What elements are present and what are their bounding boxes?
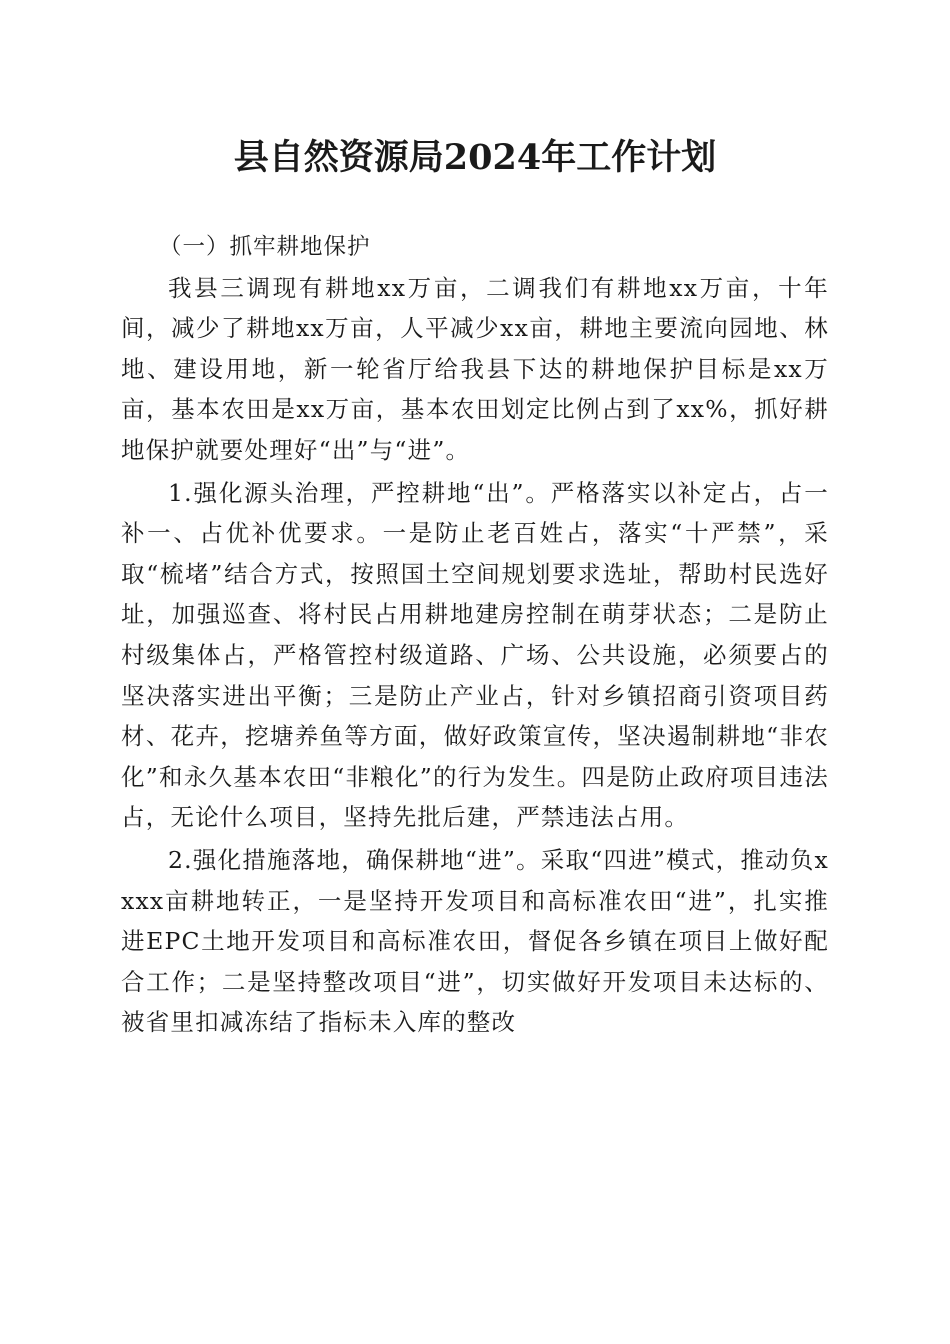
paragraph-control-outflow: 1.强化源头治理，严控耕地“出”。严格落实以补定占，占一补一、占优补优要求。一是防止老百姓占，落实“十严禁”，采取“梳堵”结合方式，按照国土空间规划要求选址，帮助村民选好址，加强巡查、将村民占用耕地建房控制在萌芽状态；二是防止村级集体占，严格管控村级道路、广场、公共设施，必须要占的坚决落实进出平衡；三是防止产业占，针对乡镇招商引资项目药材、花卉，挖塘养鱼等方面，做好政策宣传，坚决遏制耕地“非农化”和永久基本农田“非粮化”的行为发生。四是防止政府项目违法占，无论什么项目，坚持先批后建，严禁违法占用。 (121, 478, 829, 832)
paragraph-farmland-overview: 我县三调现有耕地xx万亩，二调我们有耕地xx万亩，十年间，减少了耕地xx万亩，人平减少xx亩，耕地主要流向园地、林地、建设用地，新一轮省厅给我县下达的耕地保护目标是xx万亩，基本农田是xx万亩，基本农田划定比例占到了xx%，抓好耕地保护就要处理好“出”与“进”。 (121, 273, 829, 464)
paragraph-ensure-inflow: 2.强化措施落地，确保耕地“进”。采取“四进”模式，推动负xxxx亩耕地转正，一是坚持开发项目和高标准农田“进”，扎实推进EPC土地开发项目和高标准农田，督促各乡镇在项目上做好配合工作；二是坚持整改项目“进”，切实做好开发项目未达标的、被省里扣减冻结了指标未入库的整改 (121, 845, 829, 1037)
document-title: 县自然资源局2024年工作计划 (233, 137, 717, 178)
section-heading: （一）抓牢耕地保护 (159, 234, 371, 260)
document-body (121, 227, 829, 1043)
